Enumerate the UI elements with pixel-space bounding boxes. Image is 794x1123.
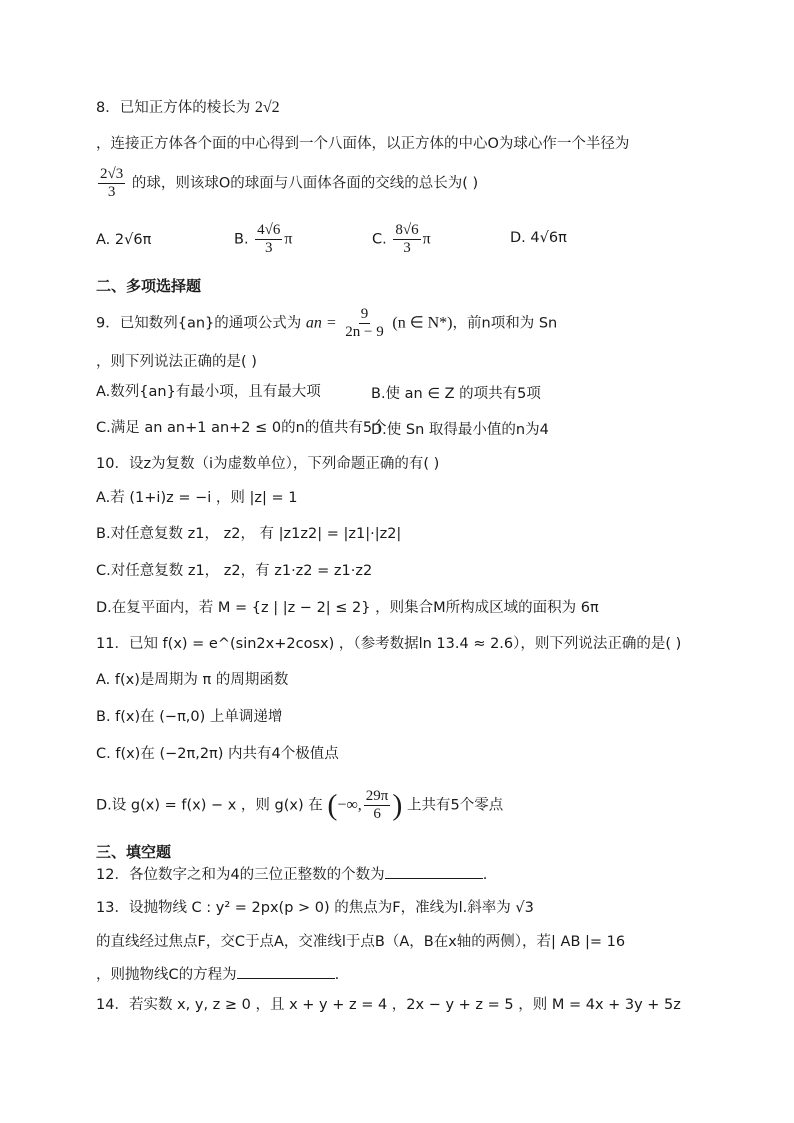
- q13-line3: ，则抛物线C的方程为 .: [96, 964, 339, 985]
- q8-option-a: A. 2√6π: [96, 232, 152, 248]
- q11-option-d: D.设 g(x) = f(x) − x ，则 g(x) 在 (−∞, $\frac{29\pi}{6}$ ) 上共有5个零点: [96, 788, 504, 822]
- q9-option-d: D.使 Sn 取得最小值的n为4: [371, 422, 549, 438]
- section-multiple-choice: 二、多项选择题: [96, 277, 202, 295]
- q9-option-a: A.数列{an}有最小项，且有最大项: [96, 384, 321, 400]
- q10-option-c: C.对任意复数 z1， z2，有 z1·z2 = z1·z2: [96, 563, 373, 579]
- q10-option-a: A.若 (1+i)z = −i ，则 |z| = 1: [96, 490, 298, 506]
- section-fill-in-blank: 三、填空题: [96, 843, 172, 861]
- q11-option-c: C. f(x)在 (−2π,2π) 内共有4个极值点: [96, 746, 339, 762]
- q9-option-c: C.满足 an an+1 an+2 ≤ 0的n的值共有5个: [96, 420, 387, 436]
- q13-line2: 的直线经过焦点F，交C于点A，交准线l于点B（A，B在x轴的两侧），若| AB |= 16: [96, 934, 626, 950]
- q12-answer-blank: [385, 864, 483, 879]
- q8-line1: 8．已知正方体的棱长为 2√2: [96, 99, 280, 116]
- q9-option-b: B.使 an ∈ Z 的项共有5项: [371, 386, 541, 402]
- q14-stem: 14．若实数 x, y, z ≥ 0 ，且 x + y + z = 4 ，2x − y + z = 5 ，则 M = 4x + 3y + 5z: [96, 997, 681, 1013]
- q8-line2: ，连接正方体各个面的中心得到一个八面体，以正方体的中心O为球心作一个半径为: [96, 136, 630, 152]
- q9-stem: 9．已知数列{an}的通项公式为 an = $\frac{9}{2n - 9}$ (n ∈ N*)，前n项和为 Sn: [96, 306, 558, 340]
- q13-line1: 13．设抛物线 C : y² = 2px(p > 0) 的焦点为F，准线为l.斜率为 √3: [96, 900, 534, 916]
- q11-option-b: B. f(x)在 (−π,0) 上单调递增: [96, 709, 283, 725]
- q8-line3: $\frac{2√3}{3}$ 的球，则该球O的球面与八面体各面的交线的总长为( ): [100, 166, 479, 200]
- q13-answer-blank: [237, 964, 335, 979]
- q10-stem: 10．设z为复数（i为虚数单位），下列命题正确的有( ): [96, 456, 440, 472]
- q10-option-b: B.对任意复数 z1， z2， 有 |z1z2| = |z1|·|z2|: [96, 526, 402, 542]
- q8-edge: 2√2: [254, 99, 280, 116]
- q12-stem: 12．各位数字之和为4的三位正整数的个数为 .: [96, 864, 487, 885]
- q8-option-c: C. $\frac{8√6}{3}$ π: [372, 222, 431, 256]
- q11-option-a: A. f(x)是周期为 π 的周期函数: [96, 672, 289, 688]
- q8-radius-frac: $\frac{2√3}{3}$: [100, 166, 124, 200]
- q9-line2: ，则下列说法正确的是( ): [96, 354, 257, 370]
- q8-option-b: B. $\frac{4√6}{3}$ π: [234, 222, 293, 256]
- q11-stem: 11．已知 f(x) = e^(sin2x+2cosx) ，（参考数据ln 13.4 ≈ 2.6），则下列说法正确的是( ): [96, 636, 682, 652]
- q8-option-d: D. 4√6π: [510, 230, 567, 246]
- q10-option-d: D.在复平面内，若 M = {z | |z − 2| ≤ 2} ，则集合M所构成区域的面积为 6π: [96, 600, 599, 616]
